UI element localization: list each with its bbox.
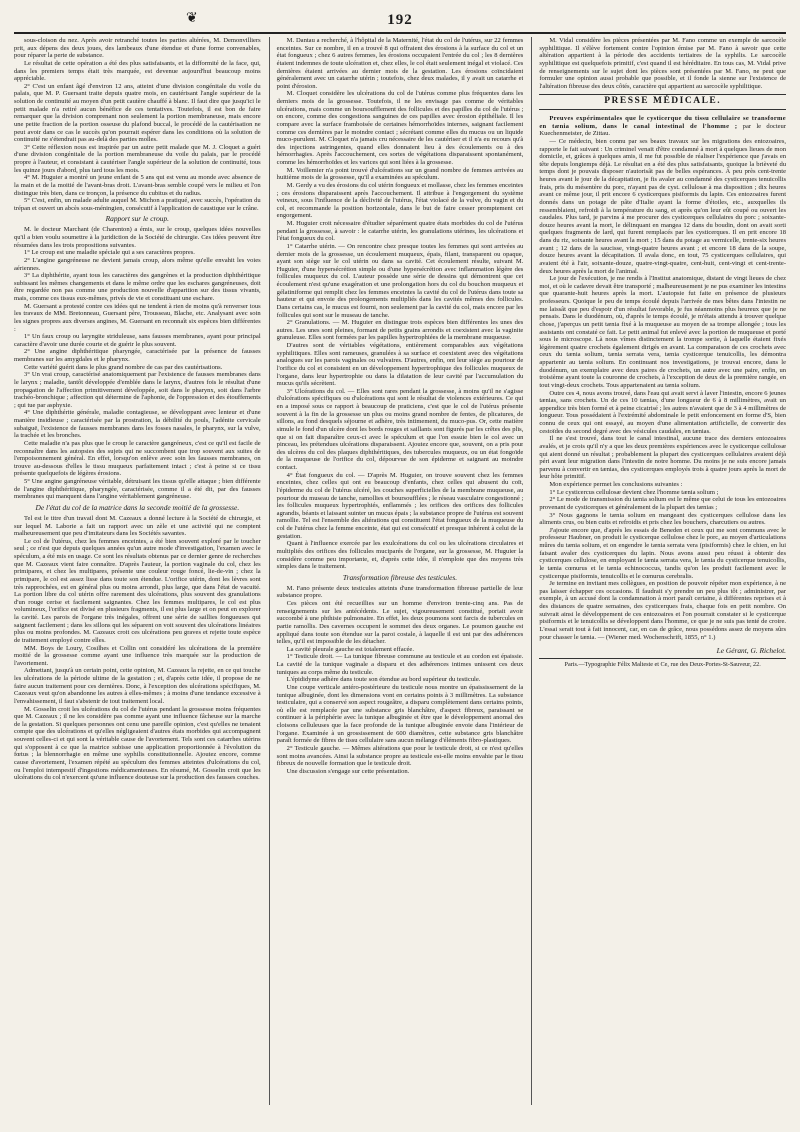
paragraph: 1° Un faux croup ou laryngite striduleuse, sans fausses membranes, ayant pour principal caractère d'avoir une durée courte et de guérir le plus souvent. bbox=[14, 333, 261, 348]
paragraph: Il ne s'est trouvé, dans tout le canal intestinal, aucune trace des derniers entozoaires avalés, et je crois qu'il n'y a que les deux premières expériences avec le cysticerque cellulosæ qui aient donné un résultat ; probablement la plupart des cysticerques cellulaires avaient déjà péri avant leur migration dans l'intestin de notre homme. Du moins je ne suis encore jamais parvenu à convertir en tænias, des cysticerques employés trois à quatre jours après la mort de leur hôte primitif. bbox=[539, 435, 787, 481]
paragraph: 3° La diphthérite, ayant tous les caractères des gangrènes et la production diphthéritique subissant les mêmes changements et dans le même ordre que les eschares gangréneuses, doit être regardée non pas comme une production nouvelle d'apparition sur des tissus vivants, mais, comme ces tissus eux-mêmes, privés de vie et constituant une eschare. bbox=[14, 272, 261, 302]
paragraph: Cette maladie n'a pas plus que le croup le caractère gangréneux, c'est ce qu'il est facile de reconnaître dans les autopsies des sujets qui ne succombent que trop souvent aux suites de l'empoisonnement général. En effet, lorsqu'on enlève avec soin les fausses membranes, on trouve au-dessous d'elles le tissu muqueux parfaitement intact ; c'est à peine si ce tissu présente quelquefois de légères érosions. bbox=[14, 439, 261, 478]
column-middle bbox=[269, 37, 524, 1105]
column-right bbox=[531, 37, 786, 1105]
paragraph: M. Huguier croit nécessaire d'étudier séparément quatre états morbides du col de l'utérus pendant la grossesse, à savoir : le catarrhe utérin, les granulations utérines, les ulcérations et l'état fongueux du col. bbox=[276, 220, 524, 243]
paragraph: 1° Catarrhe utérin. — On rencontre chez presque toutes les femmes qui sont arrivées au dernier mois de la grossesse, un écoulement muqueux, épais, filant, transparent ou opaque, ayant son siège sur le col utérin ou dans sa cavité. Cet écoulement résulte, suivant M. Huguier, d'une hypersécrétion simple ou d'une hypersécrétion avec inflammation légère des follicules muqueux du col. L'auteur possède une série de dessins qui démontrent que cet écoulement n'est qu'une exagération et une prolongation hors du col du bouchon muqueux et gélatiniforme qui remplit chez les femmes enceintes la cavité du col de l'utérus dans toute sa hauteur et qui envoie des prolongements multipliés dans les cavités mêmes des follicules. Dans certains cas, le mucus est fourni, non seulement par la cavité du col, mais encore par les follicules qui sont sur le museau de tanche. bbox=[276, 242, 524, 319]
presse-medicale-banner: PRESSE MÉDICALE. bbox=[539, 94, 786, 110]
paragraph: M. Guersant a protesté contre ces idées qui ne tendent à rien de moins qu'à renverser tous les travaux de MM. Bretonneau, Guersant père, Trousseau, Blache, etc. Analysant avec soin les signes propres aux diverses angines, M. Guersant en reconnaît six espèces bien différentes : bbox=[14, 302, 261, 333]
paragraph: L'épididyme adhère dans toute son étendue au bord supérieur du testicule. bbox=[286, 676, 481, 684]
article-lede bbox=[539, 115, 786, 138]
paragraph: M. Gosselin croit les ulcérations du col de l'utérus pendant la grossesse moins fréquentes que M. Cazeaux ; il ne les considère pas comme ayant une influence fâcheuse sur la marche de la gestation. Si quelques personnes ont cenu une pareille opinion, c'est qu'elles ne tenaient compte que des ulcérations et qu'elles négligeaient d'autres états morbides qui accompagnent souvent celles-ci et qui sont la véritable cause de l'avortement. Tels sont ces catarrhes utérins qui s'opposent à ce que la matrice subisse une application proportionnée à l'évolution du fœtus ; la blennorrhagie en même une syphilis constitutionnelle. Ajoutez encore, comme cause d'avortement, l'examen répété au spéculum des femmes atteintes d'ulcérations du col, ou l'emploi intempestif d'ingestions médicamenteuses. En résumé, M. Gosselin croit que les ulcérations du col n'exercent qu'une influence douteuse sur la production des fausses couches. bbox=[14, 705, 261, 782]
paragraph: M. Vidal considère les pièces présentées par M. Fano comme un exemple de sarcocèle syphilitique. Il s'élève fortement contre l'opinion émise par M. Fano à savoir que cette altération appartient à la période des accidents tertiaires de la syphilis. Le sarcocèle syphilitique est quelquefois primitif, c'est quand il est héréditaire. En tous cas, M. Vidal prive de renseignements sur le sujet dont les pièces sont présentées par M. Fano, ne peut que formuler une opinion aussi probable que possible, et il fonde la sienne sur l'existence de l'altération fibreuse des deux côtés, caractère qui appartient au sarcocèle syphilitique. bbox=[539, 37, 787, 90]
paragraph: 5° Une angine gangréneuse véritable, détruisant les tissus qu'elle attaque ; bien différente de l'angine diphthéritique, pharyngée, caractérisée, comme il a été dit, par des fausses membranes qui manquent dans l'angine véritablement gangréneuse. bbox=[14, 478, 261, 501]
section-title-croup: Rapport sur le croup. bbox=[105, 214, 170, 224]
page-number: 192 bbox=[387, 12, 413, 28]
paragraph: M. le docteur Marchant (de Charenton) a émis, sur le croup, quelques idées nouvelles qu'il a bien voulu soumettre à la juridiction de la Société de chirurgie. Ces idées peuvent être résumées dans les trois propositions suivantes. bbox=[14, 226, 261, 249]
section-title-uterus: De l'état du col de la matrice dans la seconde moitié de la grossesse. bbox=[35, 502, 240, 512]
paragraph: Outre ces 4, nous avons trouvé, dans l'eau qui avait servi à laver l'intestin, encore 6 jeunes tænias, sans crochets. Un de ces 10 tænias, d'une longueur de 6 à 8 millimètres, avait un appendice très bien formé et à peine cicatrisé ; les autres n'avaient que de 3 à 4 millimètres de longueur. Tous possédaient à l'extrémité abdominale le petit enfoncement en forme d'S, bien connu de ceux qui ont essayé, au moyen d'une alimentation artificielle, de convertir des cestoïdes du second degré avec des vésicules caudales, en tænias. bbox=[539, 389, 787, 435]
paragraph: sous-cloison du nez. Après avoir retranché toutes les parties altérées, M. Demonvilliers prit, aux dépens des deux joues, des lambeaux d'une étendue et d'une forme convenables, pour réparer la perte de substance. bbox=[14, 37, 261, 60]
paragraph: La cavité pleurale gauche est totalement effacée. bbox=[286, 645, 414, 653]
paragraph: Admettant, jusqu'à un certain point, cette opinion, M. Cazeaux la rejette, en ce qui touche les ulcérations de la période ultime de la gestation ; et, d'après cette idée, il propose de ne faire aucun traitement pour ces dernières. Donc, à l'exception des ulcérations spécifiques, M. Cazeaux veut qu'on abandonne les autres à elles-mêmes ; à moins d'une tendance excessive à l'envahissement, il faut s'abstenir de tout traitement local. bbox=[14, 667, 261, 705]
paragraph: M. Cloquet considère les ulcérations du col de l'utérus comme plus fréquentes dans les derniers mois de la grossesse. Toutefois, il ne les envisage pas comme de véritables ulcérations, mais comme un boursoufflement des follicules et des papilles du col de l'utérus ; on encore, comme des congestions sanguines de ces papilles avec érosion épithéliale. Il les compare avec la surface framboisée de certaines hémorrhoïdes internes, saignant facilement comme ces dernières par le moindre contact ; sécrétant comme elles du mucus ou un liquide muco-purulent. M. Cloquet n'a jamais cru nécessaire de les cautériser et il n'a eu recours qu'à des injections astringentes, quand elles donnaient lieu à des écoulements ou à des hémorrhagies. Après l'accouchement, ces sortes de végétations disparaissent spontanément, comme les hémorrhoïdes et les varices qui sont liées à la grossesse. bbox=[276, 90, 524, 166]
paragraph: 3° Nous gagnons le tænia solium en mangeant des cysticerques cellulose dans les aliments crus, ou bien cuits et refroidis et pris chez les bouchers, charcutiers ou autres. bbox=[539, 511, 787, 527]
paragraph: D'autres sont de véritables végétations, entièrement comparables aux végétations syphilitiques. Elles sont rameuses, granulées à sa surface et coexistent avec des végétations analogues sur les parois vaginales ou vulvaires. D'autres, enfin, ont leur siège au pourtour de l'orifice du col et consistent en un développement hypertrophique des follicules muqueux de l'organe, dans leur hypertrophie ou dans la dilatation de leur cavité par l'accumulation du mucus qu'ils sécrètent. bbox=[276, 342, 524, 388]
paragraph: 1° Le cysticercus cellulosæ devient chez l'homme tænia solium ; bbox=[549, 488, 719, 496]
paragraph: M. Gerdy a vu des érosions du col utérin fongueux et mollasse, chez les femmes enceintes ; ces érosions disparaissent après l'accouchement. Il attribue à l'engorgement du système veineux, sous l'influence de la déclivité de l'utérus, l'état violacé de la vulve, du vagin et du col, et recommande la position horizontale, dans le but de faire cesser promptement cet engorgement. bbox=[276, 181, 524, 220]
paragraph: 3° Ulcérations du col. — Elles sont rares pendant la grossesse, à moins qu'il ne s'agisse d'ulcérations spécifiques ou d'ulcérations qui sont le résultat de violences extérieures. Ce qui en a imposé sous ce rapport à beaucoup de praticiens, c'est que le col de l'utérus présente souvent à la fin de la grossesse un plus ou moins grand nombre de fentes, de plicatures, de sillons, au fond desquels séjourne et adhère, très intimement, du muco-pus. Or, cette matière simule le fond d'un ulcère dont les bords rouges et saillants sont figurés par les crêtes des plis, que si on fait disparaître ceux-ci avec le spéculum et que l'on essuie bien le col avec un pinceau, les prétendues ulcérations disparaissent. Ajoutez encore que, souvent, on a pris pour des ulcères du col des plaques diphthéritiques, des tubercules muqueux, ou un état fongoïde de la muqueuse de l'orifice du col, dépourvue de son épiderme et saignant au moindre contact. bbox=[276, 387, 524, 471]
paragraph: Le jour de l'exécution, je me rendis à l'Institut anatomique, distant de vingt lieues de chez moi, et où le cadavre devait être transporté ; malheureusement je ne pus examiner les intestins que quarante-huit heures après la mort. L'autopsie fut faite en présence de plusieurs professeurs. Quoique le peu de temps écoulé depuis l'arrivée de mes bêtes dans l'intestin ne me laissât que peu d'espoir d'un résultat favorable, je fus néanmoins plus heureux que je ne pensais. Dans le duodénum, où, d'après le temps écoulé, je m'étais attendu à trouver quelque chose, j'aperçus un petit tænia fixé à la muqueuse au moyen de sa trompe allongée ; tous les assistants ont constaté ce fait. Le petit animal fut enlevé avec la portion de muqueuse et porté sous le microscope. Là nous vîmes distinctement la trompe sortie, à laquelle étaient fixés légèrement quatre crochets également dirigés en avant. La comparaison de ces crochets avec ceux du tænia solium, tænia serrata vera, tænia cysticerque tenuicollis, les démontra appartenir au tænia solium. En continuant nos investigations, je trouvai encore, dans le duodénum, un exemplaire avec deux paires de crochets, un autre avec une paire, enfin, un troisième ayant toute la couronne de crochets, à l'exception de deux de la première rangée, en tout vingt-deux crochets. Tous appartenaient au tænia solium. bbox=[539, 275, 787, 389]
paragraph: Le résultat de cette opération a été des plus satisfaisants, et la difformité de la face, qui, dans les premiers temps était très marquée, est devenue aujourd'hui beaucoup moins appréciable. bbox=[14, 59, 261, 83]
paragraph: MM. Boys de Loury, Cosilhes et Collin ont considéré les ulcérations de la première moitié de la grossesse comme ayant une influence très marquée sur la production de l'avortement. bbox=[14, 644, 261, 667]
paragraph: 2° Le mode de transmission du tænia solium est le même que celui de tous les entozoaires provenant de cysticerques et généralement de la plupart des tænias ; bbox=[539, 496, 787, 511]
paragraph: 3° Cette réflexion nous est inspirée par un autre petit malade que M. J. Cloquet a guéri d'une division congénitale de la portion membraneuse du voile du palais, par le procédé propre à l'auteur, et consistant à cautériser l'angle supérieur de la solution de continuité, tous les quinze jours d'abord, plus tard tous les mois. bbox=[14, 143, 261, 174]
paragraph: J'ajoute encore que, d'après les essais de Beneden et ceux qui me sont communs avec le professeur Haubner, on produit le cysticerque cellulose chez le porc, au moyen d'articulations mûres du tænia solium, et on engendre le tænia serrata vera (pisiformis) chez le chien, en lui faisant avaler des cysticerques du lapin. Nous avons aussi peu réussi à obtenir des cysticerques cellulose, en employant le tænia serrata vera, le tænia du cysticerque tenuicollis, le tænia cœnurus et le tænia echinococcus, tandis qu'on les produit facilement avec le cysticerque pisiformis, tenuicollis et le cœnurus cerebralis. bbox=[539, 526, 787, 580]
columns bbox=[14, 37, 786, 1105]
paragraph: 4° M. Huguier a montré un jeune enfant de 5 ans qui est venu au monde avec absence de la main et de la moitié de l'avant-bras droit. L'avant-bras semble coupé vers le milieu et l'on distingue très bien, dans ce tronçon, la présence du cubitus et du radius. bbox=[14, 174, 261, 197]
paragraph: Cette variété guérit dans le plus grand nombre de cas par des cautérisations. bbox=[24, 363, 223, 371]
paragraph: Quant à l'influence exercée par les exulcérations du col ou les ulcérations circulaires et multipliés des orifices des follicules muciparés de l'organe, sur la grossesse, M. Huguier la considère comme peu importante, et, d'après cette idée, il n'emploie que des moyens très simples dans le traitement. bbox=[276, 540, 524, 571]
ornament-icon: ❦ bbox=[186, 11, 198, 26]
imprint: Paris.—Typographie Félix Malteste et Ce, rue des Deux-Portes-St-Sauveur, 22. bbox=[539, 658, 786, 669]
paragraph: — Ce médecin, bien connu par ses beaux travaux sur les migrations des entozoaires, rapporte le fait suivant : Un criminel venait d'être condamné à mort à quelques lieues de mon domicile, et, grâces à quelques amis, il me fut possible de réaliser l'expérience que j'avais en tête depuis longtemps déjà. Le résultat en a été des plus satisfaisants, quoique la brièveté du temps dont je pouvais disposer n'autorisât pas de belles espérances. À peu près cent-trente heures avant le jour de la décapitation, je fis avaler au condamné des cysticerques tenuicollis frais, pris du mésentère du porc, n'ayant pas de cyst. cellulosæ à ma disposition ; dix heures avant ce même jour, il prit encore 6 cysticerques pisiformis du lapin. Ces entozoaires furent donnés dans un potage de pâte d'Italie ayant la forme d'étoiles, etc., auxquelles ils ressemblaient, refroidi à la température du sang, et après qu'on leur eût coupé ou ouvert les caudales. Plus tard, je parvins à me procurer des cysticerques cellulaires du porc ; soixante-douze heures avant la mort, le délinquant en mangea 12 dans du boudin, dont on avait sorti quelques fragments de lard, qui furent remplacés par les cysticerques. Il en prit encore 18 dans du riz, soixante heures avant la mort ; 15 dans du potage au vermicelle, trente-six heures avant ; 12 dans de la saucisse, vingt-quatre heures avant ; et encore 18 dans de la soupe, douze heures avant la décapitation. Il avala donc, en tout, 75 cysticerques cellulaires, qui avaient été à l'air, soixante-douze, quatre-vingt-quatre, cent-huit, cent-vingt et cent-trente-deux heures après la mort de l'animal. bbox=[539, 137, 787, 275]
paragraph: 4° Une diphthérite générale, maladie contagieuse, se développant avec lenteur et d'une manière insidieuse ; caractérisée par la prostration, la débilité du pouls, l'adénite cervicale subaiguë, l'existence de fausses membranes dans les fosses nasales, le pharynx, sur la vulve, la trachée et les bronches. bbox=[14, 409, 261, 440]
paragraph: M. Fano présente deux testicules atteints d'une transformation fibreuse partielle de leur substance propre. bbox=[276, 584, 524, 600]
paragraph: M. Voillemier n'a point trouvé d'ulcérations sur un grand nombre de femmes arrivées au huitième mois de la grossesse, qu'il a examinées au spéculum. bbox=[276, 166, 524, 182]
article-headline: Preuves expérimentales que le cysticerque du tissu cellulaire se transforme en tænia solium, dans le canal intestinal de l'homme ; bbox=[539, 115, 787, 130]
paragraph: Le col de l'utérus, chez les femmes enceintes, a été bien souvent exploré par le toucher seul ; ce n'est que depuis quelques années qu'un autre mode d'investigation, l'examen avec le spéculum, a été mis en usage. Ce sont les résultats obtenus par ce dernier genre de recherches que M. Cazeaux vient faire connaître. D'après l'auteur, la portion vaginale du col, chez les primipares, et chez les multipares, présente une couleur rouge foncé, lie-de-vin ; chez la primipare, le col est assez lisse dans toute son étendue. L'orifice utérin, dont les lèvres sont très rapprochées, est en général plus ou moins arrondi, plus large, que dans l'état de vacuité. La portion libre du col utérin offre rarement des ulcérations, plus souvent des granulations d'un rouge cerise et facilement saignantes. Chez les femmes multipares, le col est plus volumineux, l'orifice est divisé en plusieurs fragments, il est plus large et on peut en explorer la cavité. Les parois de l'organe très inégales, offrent une série de saillies fongueuses qui saignent facilement ; dans les sillons qui les séparent on voit souvent des ulcérations linéaires plus ou moins profondes. M. Cazeaux croit ces ulcérations peu graves et rejette toute espèce de traitement employé contre elles. bbox=[14, 537, 261, 644]
paragraph: 2° Testicule gauche. — Mêmes altérations que pour le testicule droit, si ce n'est qu'elles sont moins avancées. Ainsi la substance propre au testicule est-elle moins envahie par le tissu fibreux de nouvelle formation que le testicule droit. bbox=[276, 744, 524, 768]
paragraph: 1° Testicule droit. — La tunique fibreuse commune au testicule et au cordon est épaissie. La cavité de la tunique vaginale a disparu et des adhérences intimes unissent ces deux tuniques au corps même du testicule. bbox=[276, 653, 524, 676]
paragraph: 5° C'est, enfin, un malade adulte auquel M. Michon a pratiqué, avec succès, l'opération du trépan et ouvert un abcès sous-méningien, consécutif à l'application de caustique sur le crâne. bbox=[14, 197, 261, 212]
paragraph: 3° Un vrai croup, caractérisé anatomiquement par l'existence de fausses membranes dans le larynx ; maladie, tantôt développée d'emblée dans le larynx, d'autres fois le résultat d'une propagation de l'affection primitivement développée, soit dans le pharynx, soit dans l'arbre trachéo-bronchique ; affection qui détermine de l'aphonie, de l'oppression et des étouffements ; qui tue par asphyxie. bbox=[14, 371, 261, 409]
paragraph: 2° Une angine diphthéritique pharyngée, caractérisée par la présence de fausses membranes sur les amygdales et le pharynx. bbox=[14, 348, 261, 363]
paragraph: M. Dantau a recherché, à l'hôpital de la Maternité, l'état du col de l'utérus, sur 22 femmes enceintes. Sur ce nombre, il en a trouvé 8 qui offraient des érosions à la surface du col et un état fongueux ; chez 6 autres femmes, les érosions occupaient l'entrée du col ; les 8 dernières étaient indemnes de toute ulcération et, chez elles, le col était seulement inégal et violacé. Ces dernières étaient arrivées au dernier mois de la gestation. Les érosions coïncidaient généralement avec un catarrhe utérin ; toutefois, chez deux malades, il y avait un catarrhe et point d'érosion. bbox=[276, 37, 524, 90]
signature: Le Gérant, G. Richelot. bbox=[716, 646, 787, 656]
header-rule bbox=[14, 32, 786, 34]
paragraph: 1° Le croup est une maladie spéciale qui a ses caractères propres. bbox=[24, 249, 195, 257]
paragraph: 2° L'angine gangréneuse ne devient jamais croup, alors même qu'elle envahit les voies aériennes. bbox=[14, 256, 261, 272]
paragraph: Une discussion s'engage sur cette présentation. bbox=[286, 767, 410, 775]
paragraph: 2° Granulations. — M. Huguier en distingue trois espèces bien différentes les unes des autres. Les unes sont pleines, formant de petits grains arrondis et coexistent avec la vaginite granuleuse. Elles sont formées par les papilles hypertrophiées de la membrane muqueuse. bbox=[276, 319, 524, 342]
paragraph: Ces pièces ont été recueillies sur un homme d'environ trente-cinq ans. Pas de renseignements sur les antécédents. Le sujet, vigoureusement constitué, portait avoir succombé à une phthisie pulmonaire. En effet, les deux poumons sont farcis de tubercules en partie ramollis. Des cavernes occupent le sommet des deux organes. Le poumon gauche est appliqué dans toute son étendue sur la paroi costale, à laquelle il est uni par des adhérences telles, qu'il est impossible de les détacher. bbox=[276, 600, 524, 646]
paragraph: 4° État fongueux du col. — D'après M. Huguier, on trouve souvent chez les femmes enceintes, chez celles qui ont eu beaucoup d'enfants, chez celles qui abusent du coït, l'épiderme du col de l'utérus ulcéré, les couches superficielles de la membrane muqueuse, au pourtour du museau de tanche, ramollies et boursoufflées ; le réseau vasculaire congestionné ; les follicules muqueux hypertrophiés, enflammés ; les orifices des orifices des follicules agrandis, béants et laissant suinter un mucus épais ; la substance propre de l'utérus est souvent ramollie. Tel est l'ensemble des altérations qui constituent l'état fongueux de la muqueuse du col de l'utérus chez la femme enceinte, état qui est consécutif et presque inhérent à celui de la gestation. bbox=[276, 471, 524, 540]
paragraph: Mon expérience permet les conclusions suivantes : bbox=[549, 481, 683, 488]
paragraph: Tel est le titre d'un travail dont M. Cazeaux a donné lecture à la Société de chirurgie, et sur lequel M. Laborie a fait un rapport avec un zèle et une activité qui ne comptent malheureusement que peu d'imitateurs dans les Sociétés savantes. bbox=[14, 514, 261, 538]
paragraph: Une coupe verticale antéro-postérieure du testicule nous montre un épaississement de la tunique albuginée, dont les dimensions vont en certains points à 3 millimètres. La substance testiculaire, qui a conservé son aspect rougeâtre, a disparu complètement dans certains points, où elle est remplacée par une substance gris blanchâtre, d'aspect fibreux, paraissant se continuer à la périphérie avec la tunique albuginée et être que le développement anomal des cloisons celluleuses que la face profonde de la tunique albuginée envoie dans l'intérieur de l'organe. Examinée à un grossissement de 600 diamètres, cette substance gris blanchâtre paraît formée de fibres de tissu cellulaire sans aucun mélange d'éléments fibro-plastiques. bbox=[276, 683, 524, 745]
paragraph: 2° C'est un enfant âgé d'environ 12 ans, atteint d'une division congénitale du voile du palais, que M. P. Guersant traite depuis quatre mois, en cautérisant l'angle supérieur de la solution de continuité au moyen d'un petit cautère chauffé à blanc. Il faut dire que jusqu'ici le petit malade n'a retiré aucun bénéfice de ces tentatives. Toutefois, il est bon de faire remarquer que la division comprenant non seulement la portion membraneuse, mais encore une petite fraction de la portion osseuse du plafond buccal, le procédé de la cautérisation ne peut avoir dans ce cas le succès qu'on pourrait espérer dans les conditions où la solution de continuité ne s'étendrait pas au-delà des parties molles. bbox=[14, 82, 261, 144]
section-title-testicles: Transformation fibreuse des testicules. bbox=[342, 572, 458, 582]
paragraph: Je termine en invitant mes collègues, en position de pouvoir répéter mon expérience, à ne pas laisser échapper ces occasions. Il faudrait s'y prendre un peu plus tôt ; administrer, par exemple, à un accusé dont la condamnation à mort paraît certaine, à différentes reprises et à des distances de quatre semaines, des cysticerques frais, chaque fois en petit nombre. On suivrait ainsi le développement de ces entozoaires et l'on pourrait constater si le cysticerque pisiformis et le tenuicollis se développent dans l'homme, ce que je ne suis pas tenté de croire. L'essai serait tout à fait innocent, car, en cas de grâce, nous possédons assez de moyens sûrs pour chasser le tænia. — (Wiener med. Wochenschrift, 1855, n° 1.) bbox=[539, 580, 787, 641]
article-byline: par le docteur Kuechenmeister, de Zittau. bbox=[539, 122, 787, 138]
column-left bbox=[14, 37, 261, 1105]
